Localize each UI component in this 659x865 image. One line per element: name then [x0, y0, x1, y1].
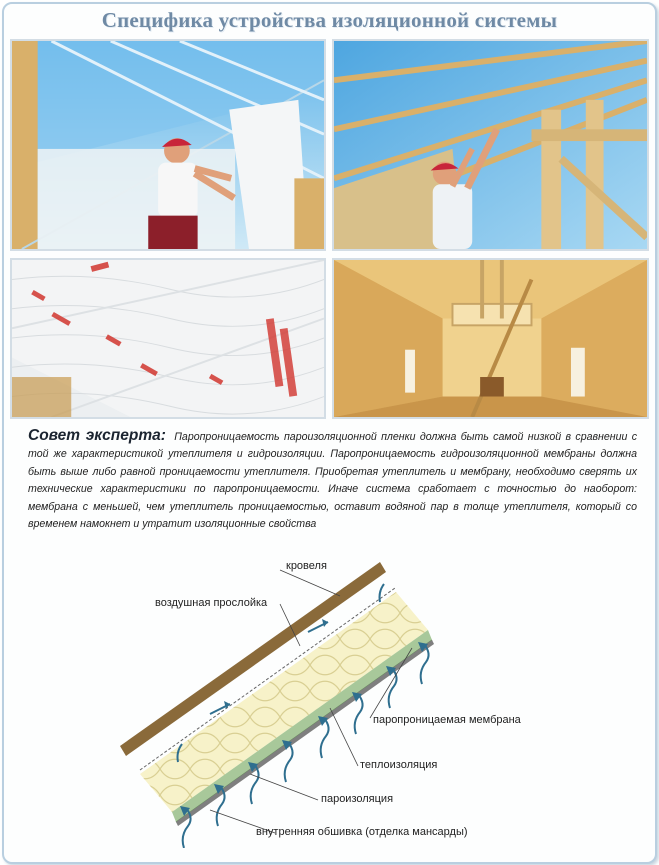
photo-membrane-close-up	[10, 258, 326, 419]
label-inner-lining: внутренняя обшивка (отделка мансарды)	[256, 826, 468, 838]
insulation-diagram	[100, 548, 560, 848]
photo-worker-installing-film-2	[332, 39, 649, 251]
photo-finished-attic-corridor	[332, 258, 649, 419]
label-roof: кровеля	[286, 560, 327, 572]
page-title: Специфика устройства изоляционной системы	[101, 8, 558, 32]
expert-advice	[28, 427, 637, 533]
label-air-gap: воздушная прослойка	[155, 597, 268, 609]
label-membrane: паропроницаемая мембрана	[373, 714, 521, 726]
label-insulation: теплоизоляция	[360, 759, 438, 771]
label-vapor-barrier: пароизоляция	[321, 793, 394, 805]
photo-worker-installing-film-1	[10, 39, 326, 251]
advice-heading: Совет эксперта:	[28, 427, 166, 444]
advice-text: Паропроницаемость пароизоляционной пленки должна быть самой низкой в сравнении с той же характеристикой утеплителя и гидроизоляции. Паропроницаемость гидроизоляционной мембраны должна быть выше либо равной проницаемости утеплителя. Приобретая утеплитель и мембрану, необходимо сверять их технические характеристики по паропроницаемости. Иначе система сработает с точностью до наоборот: мембрана с меньшей, чем утеплитель проницаемостью, оставит водяной пар в толще утеплителя, который со временем намокнет и утратит изоляционные свойства	[28, 431, 637, 531]
